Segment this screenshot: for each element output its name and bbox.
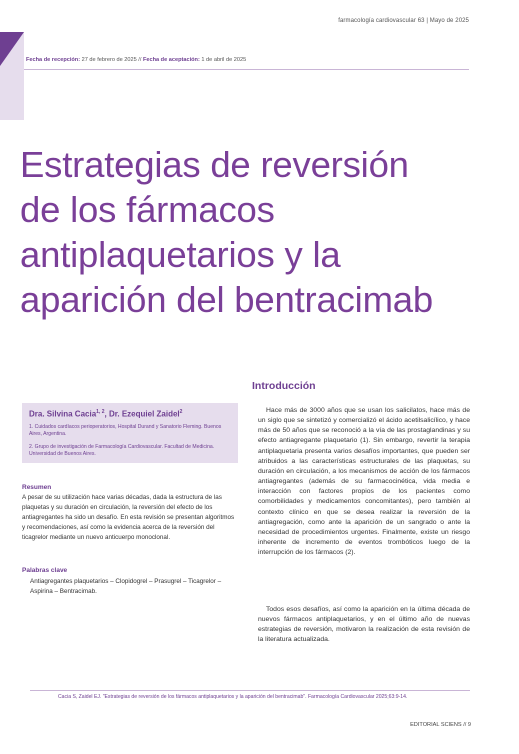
corner-triangle xyxy=(0,32,24,66)
journal-header: farmacología cardiovascular 63 | Mayo de 2025 xyxy=(338,18,469,24)
footer-divider xyxy=(30,690,470,691)
keywords-heading: Palabras clave xyxy=(22,567,68,574)
author-2: Dr. Ezequiel Zaidel xyxy=(108,409,180,419)
citation: Cacia S, Zaidel EJ. "Estrategias de reversión de los fármacos antiplaquetarios y la aparición del bentracimab". Farmacología Cardiovascular 2025;63:9-14. xyxy=(58,694,408,700)
resumen-text: A pesar de su utilización hace varias décadas, dada la estructura de las plaquetas y su duración en circulación, la reversión del efecto de los antiagregantes ha sido un desafío. En esta revisión se presentan algoritmos y recomendaciones, así como la evidencia acerca de la reversión del ticagrelor mediante un nuevo anticuerpo monoclonal. xyxy=(22,494,235,542)
dates-line xyxy=(26,57,246,63)
author-sep: , xyxy=(104,409,109,419)
title-line: Estrategias de reversión xyxy=(20,144,409,185)
title-line: aparición del bentracimab xyxy=(20,279,433,320)
accepted-label: Fecha de aceptación: xyxy=(142,57,200,63)
title-line: antiplaquetarios y la xyxy=(20,234,341,275)
received-label: Fecha de recepción: xyxy=(26,57,81,63)
authors xyxy=(29,409,182,419)
affiliation-1: 1. Cuidados cardíacos perioperatorios, Hospital Durand y Sanatorio Fleming. Buenos Aires, Argentina. xyxy=(29,424,222,437)
dates-separator: // xyxy=(136,57,143,63)
author-1-sup: 1, 2 xyxy=(96,409,105,415)
keywords-text: Antiagregantes plaquetarios – Clopidogrel – Prasugrel – Ticagrelor – Aspirina – Bentracimab. xyxy=(30,578,222,595)
affiliation-2: 2. Grupo de investigación de Farmacología Cardiovascular. Facultad de Medicina. Universidad de Buenos Aires. xyxy=(29,444,215,457)
intro-paragraph-1: Hace más de 3000 años que se usan los salicilatos, hace más de un siglo que se sintetizó y comercializó el ácido acetilsalicílico, y hace más de 50 años que se reconoció a la vía de las prostaglandinas y su efecto antiagregante plaquetario (1). Sin embargo, revertir la terapia antiplaquetaria presenta varios desafíos importantes, que pueden ser atribuidos a las características estructurales de las plaquetas, su duración en circulación, a los mecanismos de acción de los fármacos antiagregantes (además de su farmacocinética, vida media e interacción con factores propios de los pacientes como comorbilidades y medicamentos concomitantes), pero también al contexto clínico en que se desea realizar la reversión de la antiagregación, como ante la aparición de un sangrado o ante la necesidad de procedimientos urgentes. Finalmente, existe un riesgo inherente de incremento de eventos trombóticos luego de la interrupción de los fármacos (2). xyxy=(258,407,470,557)
page-footer: EDITORIAL SCIENS // 9 xyxy=(410,722,471,728)
received-date: 27 de febrero de 2025 xyxy=(81,57,137,63)
intro-paragraph-2: Todos esos desafíos, así como la aparición en la última década de nuevos fármacos antiplaquetarios, y en el último año de nuevas estrategias de reversión, motivaron la realización de esta revisión de la literatura actualizada. xyxy=(258,606,470,644)
header-divider xyxy=(24,69,469,70)
resumen-heading: Resumen xyxy=(22,484,52,491)
author-1: Dra. Silvina Cacia xyxy=(29,409,97,419)
title-line: de los fármacos xyxy=(20,189,275,230)
author-2-sup: 2 xyxy=(179,409,183,415)
article-title xyxy=(20,142,490,322)
intro-heading: Introducción xyxy=(252,380,316,392)
accepted-date: 1 de abril de 2025 xyxy=(201,57,247,63)
